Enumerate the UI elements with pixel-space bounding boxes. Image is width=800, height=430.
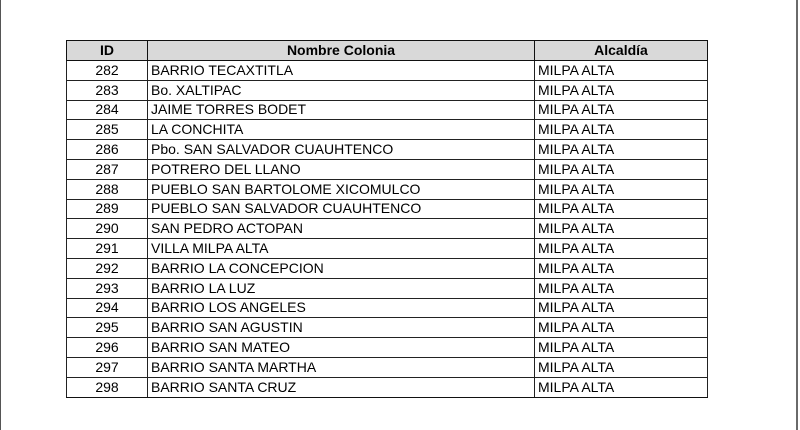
cell-alcaldia: MILPA ALTA [535,140,708,160]
cell-id: 284 [67,100,148,120]
cell-nombre-colonia: BARRIO SANTA CRUZ [148,377,535,397]
cell-nombre-colonia: PUEBLO SAN BARTOLOME XICOMULCO [148,179,535,199]
cell-nombre-colonia: PUEBLO SAN SALVADOR CUAUHTENCO [148,199,535,219]
table-row [67,338,708,358]
cell-alcaldia: MILPA ALTA [535,298,708,318]
cell-id: 296 [67,338,148,358]
cell-id: 297 [67,357,148,377]
cell-nombre-colonia: Pbo. SAN SALVADOR CUAUHTENCO [148,140,535,160]
cell-alcaldia: MILPA ALTA [535,318,708,338]
table-row [67,219,708,239]
cell-alcaldia: MILPA ALTA [535,258,708,278]
cell-id: 298 [67,377,148,397]
cell-nombre-colonia: LA CONCHITA [148,120,535,140]
cell-nombre-colonia: JAIME TORRES BODET [148,100,535,120]
table-row [67,357,708,377]
cell-id: 293 [67,278,148,298]
table-row [67,80,708,100]
table-row [67,159,708,179]
cell-nombre-colonia: BARRIO TECAXTITLA [148,61,535,81]
table-row [67,199,708,219]
cell-nombre-colonia: POTRERO DEL LLANO [148,159,535,179]
cell-id: 290 [67,219,148,239]
header-nombre-colonia: Nombre Colonia [148,41,535,61]
cell-id: 286 [67,140,148,160]
cell-id: 287 [67,159,148,179]
table-row [67,120,708,140]
table-row [67,140,708,160]
cell-alcaldia: MILPA ALTA [535,120,708,140]
table-row [67,377,708,397]
header-alcaldia: Alcaldía [535,41,708,61]
cell-nombre-colonia: BARRIO LOS ANGELES [148,298,535,318]
cell-id: 283 [67,80,148,100]
cell-nombre-colonia: Bo. XALTIPAC [148,80,535,100]
page-edge-left [0,0,1,430]
cell-nombre-colonia: BARRIO SAN MATEO [148,338,535,358]
header-row [67,41,708,61]
table-body [67,61,708,398]
cell-id: 291 [67,239,148,259]
cell-id: 285 [67,120,148,140]
cell-id: 292 [67,258,148,278]
table-row [67,278,708,298]
table-row [67,100,708,120]
page-edge-right [796,0,798,430]
cell-alcaldia: MILPA ALTA [535,159,708,179]
cell-alcaldia: MILPA ALTA [535,100,708,120]
table-row [67,298,708,318]
cell-alcaldia: MILPA ALTA [535,199,708,219]
cell-id: 289 [67,199,148,219]
cell-alcaldia: MILPA ALTA [535,61,708,81]
table-row [67,258,708,278]
table-row [67,179,708,199]
table-row [67,239,708,259]
cell-alcaldia: MILPA ALTA [535,377,708,397]
colonias-table-container [66,40,708,398]
cell-nombre-colonia: BARRIO SAN AGUSTIN [148,318,535,338]
cell-id: 295 [67,318,148,338]
cell-nombre-colonia: SAN PEDRO ACTOPAN [148,219,535,239]
cell-id: 288 [67,179,148,199]
cell-alcaldia: MILPA ALTA [535,80,708,100]
colonias-table [66,40,708,398]
cell-alcaldia: MILPA ALTA [535,179,708,199]
cell-alcaldia: MILPA ALTA [535,219,708,239]
cell-nombre-colonia: VILLA MILPA ALTA [148,239,535,259]
cell-nombre-colonia: BARRIO LA CONCEPCION [148,258,535,278]
cell-alcaldia: MILPA ALTA [535,338,708,358]
cell-alcaldia: MILPA ALTA [535,278,708,298]
table-row [67,318,708,338]
table-row [67,61,708,81]
cell-id: 282 [67,61,148,81]
cell-alcaldia: MILPA ALTA [535,357,708,377]
cell-nombre-colonia: BARRIO LA LUZ [148,278,535,298]
cell-id: 294 [67,298,148,318]
cell-alcaldia: MILPA ALTA [535,239,708,259]
cell-nombre-colonia: BARRIO SANTA MARTHA [148,357,535,377]
table-header [67,41,708,61]
header-id: ID [67,41,148,61]
